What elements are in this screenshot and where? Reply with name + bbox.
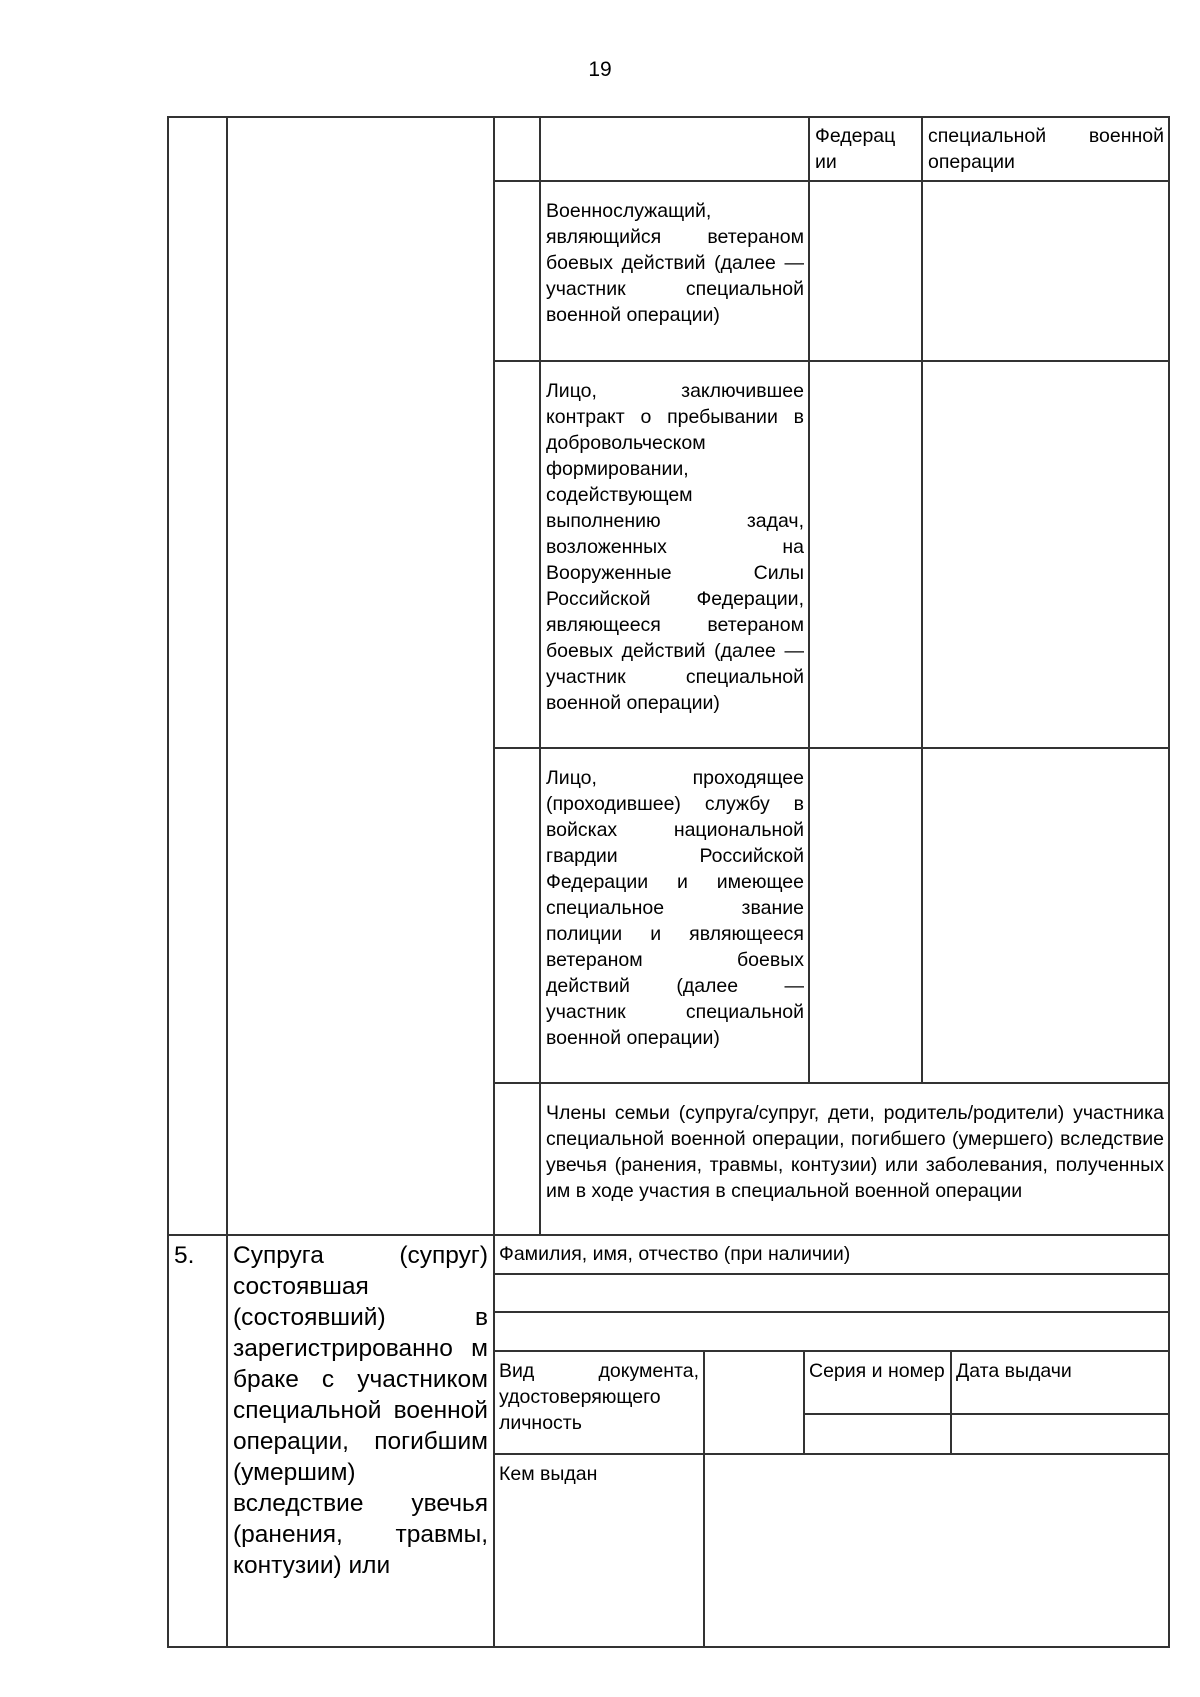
- issue-date-label: Дата выдачи: [956, 1360, 1072, 1382]
- issued-by-label: Кем выдан: [499, 1463, 598, 1485]
- issue-date-field[interactable]: [952, 1415, 1168, 1453]
- category-family-members: Члены семьи (супруга/супруг, дети, родитель/родители) участника специальной военной операции, погибшего (умершего) вследствие увечья (ранения, травмы, контузии) или заболевания, полученных им в ходе участия в специальной военной операции: [546, 1102, 1164, 1202]
- section-5-title: Супруга (супруг) состоявшая (состоявший) в зарегистрированно м браке с участником специальной военной операции, погибшим (умершим) вследствие увечья (ранения, травмы, контузии) или: [233, 1242, 488, 1579]
- category-serviceman: Военнослужащий, являющийся ветераном боевых действий (далее — участник специальной военной операции): [546, 200, 804, 326]
- section-5-number: 5.: [174, 1242, 195, 1269]
- full-name-label: Фамилия, имя, отчество (при наличии): [499, 1243, 851, 1265]
- category-volunteer: Лицо, заключившее контракт о пребывании в добровольческом формировании, содействующем выполнению задач, возложенных на Вооруженные Силы Российской Федерации, являющееся ветераном боевых действий (далее — участник специальной военной операции): [546, 380, 804, 714]
- full-name-field[interactable]: [495, 1275, 1168, 1350]
- category-national-guard: Лицо, проходящее (проходившее) службу в войсках национальной гвардии Российской Федерации и имеющее специальное звание полиции и являющееся ветераном боевых действий (далее — участник специальной военной операции): [546, 767, 804, 1049]
- series-number-field[interactable]: [805, 1415, 950, 1453]
- header-federation: Федерац ии: [815, 125, 896, 173]
- issued-by-field[interactable]: [705, 1455, 1168, 1646]
- page-number: 19: [588, 58, 612, 81]
- id-document-label: Вид документа, удостоверяющего личность: [499, 1360, 699, 1434]
- id-document-field[interactable]: [705, 1352, 802, 1453]
- series-number-label: Серия и номер: [809, 1360, 945, 1382]
- header-svo: специальной военной операции: [928, 125, 1164, 173]
